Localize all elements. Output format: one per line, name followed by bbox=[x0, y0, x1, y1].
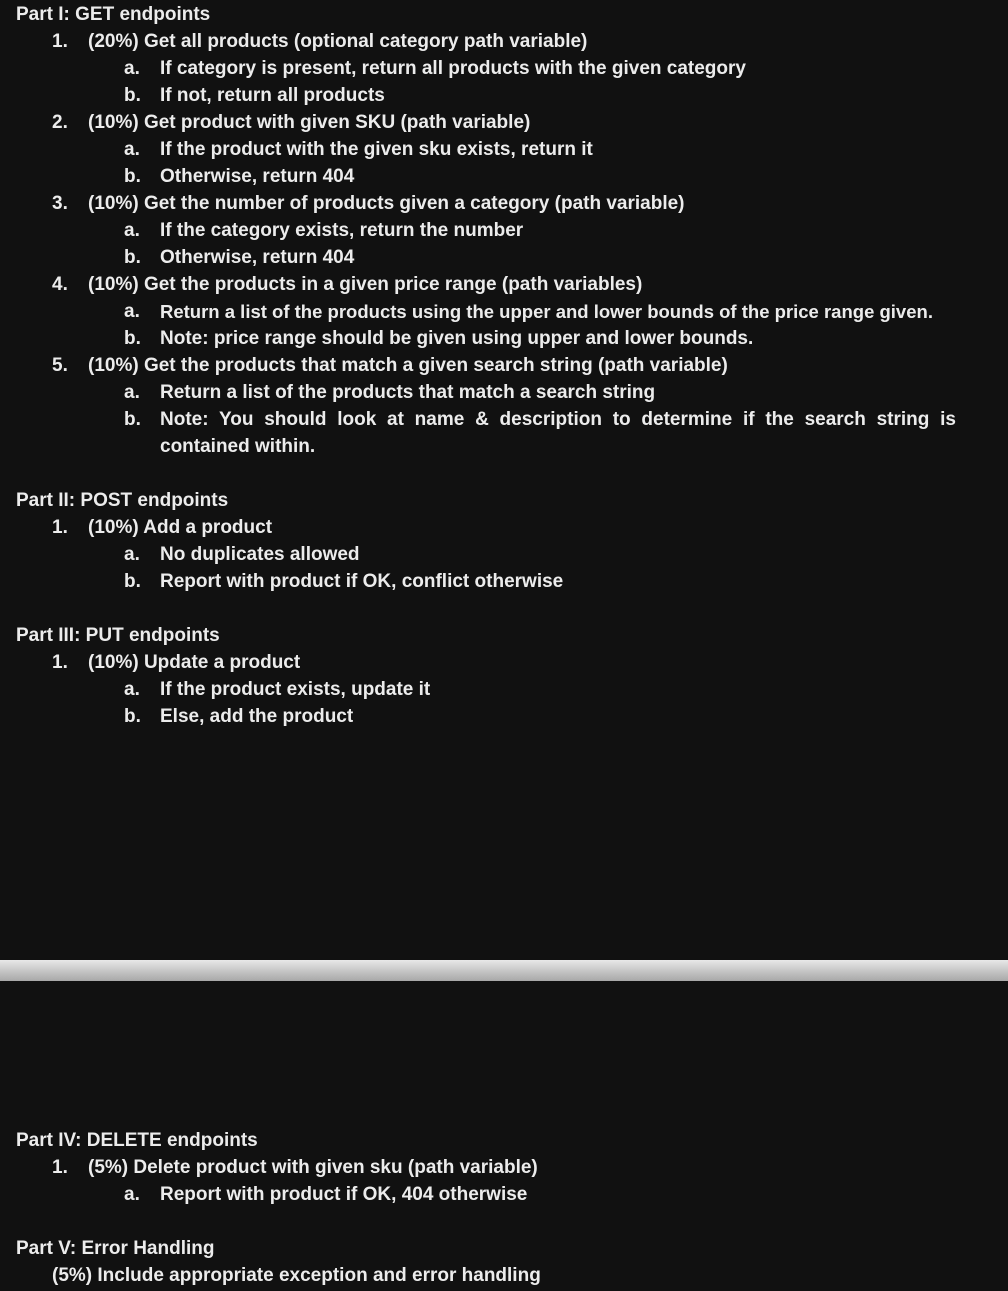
subitem-text: No duplicates allowed bbox=[160, 544, 360, 565]
part-4-heading: Part IV: DELETE endpoints bbox=[16, 1130, 258, 1151]
subitem-letter: a. bbox=[124, 220, 140, 241]
subitem-text: Note: You should look at name & description to determine if the search string is bbox=[160, 409, 956, 430]
item-text: (20%) Get all products (optional category path variable) bbox=[88, 31, 588, 52]
item-text: (10%) Get the products in a given price range (path variables) bbox=[88, 274, 643, 295]
subitem-text: Report with product if OK, 404 otherwise bbox=[160, 1184, 528, 1205]
item-number: 4. bbox=[52, 274, 68, 295]
subitem-text: If the category exists, return the number bbox=[160, 220, 524, 241]
subitem-letter: b. bbox=[124, 247, 141, 268]
item-number: 1. bbox=[52, 31, 68, 52]
subitem-letter: a. bbox=[124, 139, 140, 160]
subitem-letter: a. bbox=[124, 301, 140, 322]
item-number: 1. bbox=[52, 517, 68, 538]
subitem-text: Else, add the product bbox=[160, 706, 354, 727]
subitem-text: Return a list of the products that match a search string bbox=[160, 382, 656, 403]
subitem-letter: b. bbox=[124, 85, 141, 106]
item-text: (10%) Get the products that match a given search string (path variable) bbox=[88, 355, 728, 376]
item-number: 1. bbox=[52, 1157, 68, 1178]
item-text: (10%) Update a product bbox=[88, 652, 301, 673]
subitem-text-continued: contained within. bbox=[160, 436, 316, 457]
subitem-letter: a. bbox=[124, 544, 140, 565]
subitem-text: Report with product if OK, conflict otherwise bbox=[160, 571, 564, 592]
item-text: (5%) Delete product with given sku (path variable) bbox=[88, 1157, 538, 1178]
subitem-text: Otherwise, return 404 bbox=[160, 247, 355, 268]
item-number: 3. bbox=[52, 193, 68, 214]
part-2-heading: Part II: POST endpoints bbox=[16, 490, 229, 511]
subitem-letter: b. bbox=[124, 328, 141, 349]
subitem-text: Return a list of the products using the upper and lower bounds of the price range given. bbox=[160, 301, 933, 322]
subitem-text: Note: price range should be given using upper and lower bounds. bbox=[160, 328, 754, 349]
part-3-heading: Part III: PUT endpoints bbox=[16, 625, 220, 646]
part-1-heading: Part I: GET endpoints bbox=[16, 4, 211, 25]
item-number: 1. bbox=[52, 652, 68, 673]
subitem-letter: a. bbox=[124, 58, 140, 79]
subitem-text: Otherwise, return 404 bbox=[160, 166, 355, 187]
subitem-letter: b. bbox=[124, 166, 141, 187]
subitem-letter: b. bbox=[124, 706, 141, 727]
subitem-letter: a. bbox=[124, 382, 140, 403]
subitem-letter: b. bbox=[124, 409, 141, 430]
item-number: 5. bbox=[52, 355, 68, 376]
page-break-divider bbox=[0, 960, 1008, 981]
subitem-text: If not, return all products bbox=[160, 85, 385, 106]
subitem-letter: b. bbox=[124, 571, 141, 592]
error-handling-text: (5%) Include appropriate exception and error handling bbox=[52, 1265, 541, 1286]
subitem-text: If category is present, return all products with the given category bbox=[160, 58, 746, 79]
item-text: (10%) Get the number of products given a category (path variable) bbox=[88, 193, 685, 214]
subitem-text: If the product exists, update it bbox=[160, 679, 431, 700]
subitem-letter: a. bbox=[124, 679, 140, 700]
item-text: (10%) Get product with given SKU (path variable) bbox=[88, 112, 531, 133]
part-5-heading: Part V: Error Handling bbox=[16, 1238, 215, 1259]
item-text: (10%) Add a product bbox=[88, 517, 273, 538]
subitem-text: If the product with the given sku exists, return it bbox=[160, 139, 593, 160]
item-number: 2. bbox=[52, 112, 68, 133]
subitem-letter: a. bbox=[124, 1184, 140, 1205]
